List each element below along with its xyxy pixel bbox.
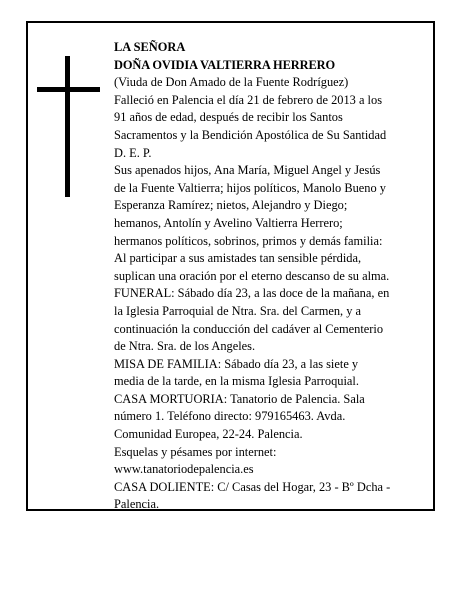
funeral-line: la Iglesia Parroquial de Ntra. Sra. del Carmen, y a: [114, 303, 362, 318]
family-line: Esperanza Ramírez; nietos, Alejandro y Diego;: [114, 198, 348, 213]
casa-mortuoria-line: Comunidad Europea, 22-24. Palencia.: [114, 427, 303, 442]
funeral-line: continuación la conducción del cadáver al Cementerio: [114, 321, 384, 336]
misa-line: MISA DE FAMILIA: Sábado día 23, a las siete y: [114, 356, 359, 371]
notice-title: LA SEÑORA: [114, 40, 186, 54]
casa-mortuoria-line: CASA MORTUORIA: Tanatorio de Palencia. Sala: [114, 391, 365, 406]
internet-link: www.tanatoriodepalencia.es: [114, 462, 254, 477]
casa-doliente-line: CASA DOLIENTE: C/ Casas del Hogar, 23 - Bº Dcha -: [114, 479, 391, 494]
family-line: de la Fuente Valtierra; hijos políticos, Manolo Bueno y: [114, 180, 386, 195]
death-line: Sacramentos y la Bendición Apostólica de Su Santidad: [114, 127, 387, 142]
casa-doliente-line: Palencia.: [114, 497, 160, 512]
notice-subtitle: (Viuda de Don Amado de la Fuente Rodríguez): [114, 75, 349, 90]
family-line: Sus apenados hijos, Ana María, Miguel Angel y Jesús: [114, 163, 381, 178]
funeral-line: FUNERAL: Sábado día 23, a las doce de la mañana, en: [114, 286, 390, 301]
cross-icon-bar: [37, 87, 100, 92]
casa-mortuoria-line: número 1. Teléfono directo: 979165463. Avda.: [114, 409, 346, 424]
death-line: D. E. P.: [114, 145, 152, 160]
misa-line: media de la tarde, en la misma Iglesia Parroquial.: [114, 374, 359, 389]
death-line: Falleció en Palencia el día 21 de febrero de 2013 a los: [114, 92, 383, 107]
deceased-name: DOÑA OVIDIA VALTIERRA HERRERO: [114, 57, 335, 72]
obituary-text: [114, 39, 426, 514]
funeral-line: de Ntra. Sra. de los Angeles.: [114, 339, 256, 354]
family-line: Al participar a sus amistades tan sensible pérdida,: [114, 251, 362, 266]
family-line: suplican una oración por el eterno descanso de su alma.: [114, 268, 390, 283]
death-line: 91 años de edad, después de recibir los Santos: [114, 110, 343, 125]
internet-line: Esquelas y pésames por internet:: [114, 444, 277, 459]
family-line: hermanos políticos, sobrinos, primos y demás familia:: [114, 233, 383, 248]
family-line: hemanos, Antolín y Avelino Valtierra Herrero;: [114, 215, 343, 230]
cross-icon: [65, 56, 70, 197]
